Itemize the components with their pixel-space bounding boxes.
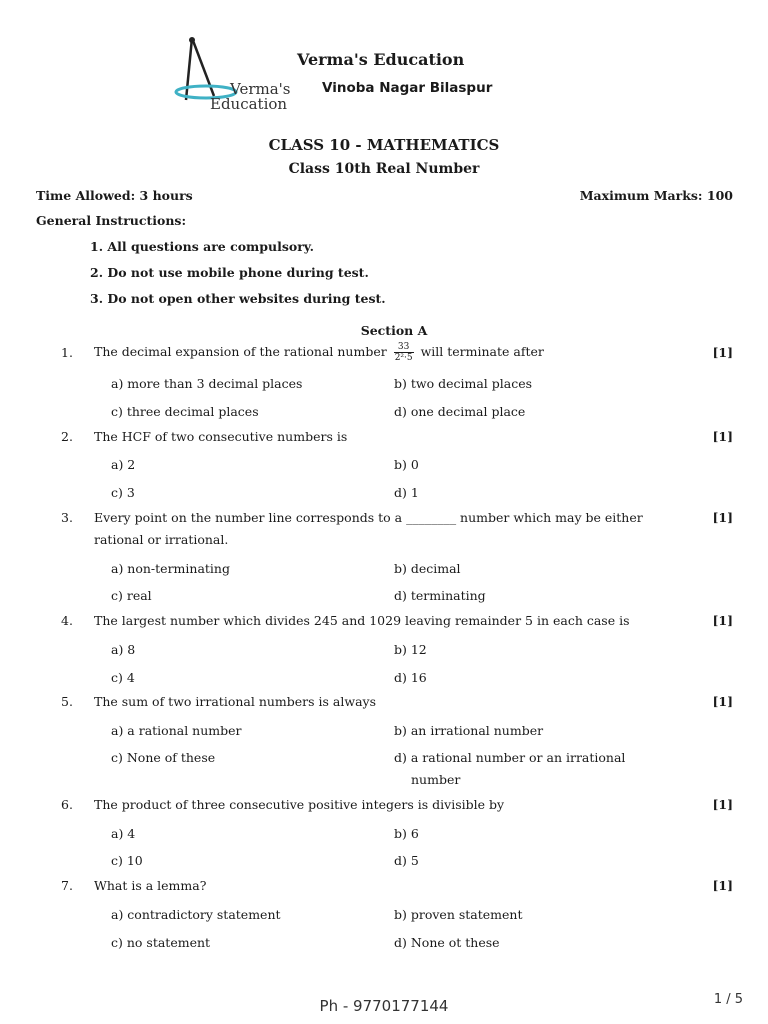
question-marks: [1] [712,613,733,628]
question-number: 2. [61,429,73,444]
question-marks: [1] [712,694,733,709]
org-place: Vinoba Nagar Bilaspur [322,80,493,96]
question-text: The sum of two irrational numbers is always [94,694,377,709]
option-a: a) non-terminating [111,561,230,576]
question-text-part: The decimal expansion of the rational number [94,344,387,359]
question-text-line2: rational or irrational. [94,532,229,547]
option-c: c) three decimal places [111,404,259,419]
option-d: d) a rational number or an irrational [394,750,626,765]
question-marks: [1] [712,878,733,893]
question-text-part: will terminate after [420,344,544,359]
option-c: c) real [111,588,152,603]
option-c: c) None of these [111,750,216,765]
question-number: 3. [61,510,73,525]
fraction [394,342,414,363]
org-name: Verma's Education [297,50,465,69]
footer-phone: Ph - 9770177144 [319,997,449,1015]
question-number: 1. [61,345,73,360]
option-a: a) contradictory statement [111,907,281,922]
question-marks: [1] [712,429,733,444]
question-text: Every point on the number line corresponds to a ________ number which may be either [94,510,643,525]
question-marks: [1] [712,797,733,812]
verma-education-logo [172,36,298,112]
option-b: b) decimal [394,561,461,576]
option-a: a) 4 [111,826,136,841]
instruction-item: 2. Do not use mobile phone during test. [90,265,369,280]
question-number: 4. [61,613,73,628]
option-b: b) two decimal places [394,376,533,391]
instructions-label: General Instructions: [36,213,187,228]
question-number: 7. [61,878,73,893]
svg-text:Education: Education [210,95,288,112]
option-d: d) None ot these [394,935,500,950]
option-b: b) 0 [394,457,419,472]
option-d: d) one decimal place [394,404,526,419]
option-c: c) 10 [111,853,143,868]
option-c: c) 3 [111,485,135,500]
page-title: CLASS 10 - MATHEMATICS [268,136,500,154]
question-text: What is a lemma? [94,878,207,893]
option-a: a) a rational number [111,723,242,738]
question-marks: [1] [712,345,733,360]
max-marks: Maximum Marks: 100 [579,188,733,203]
question-text: The largest number which divides 245 and 1029 leaving remainder 5 in each case is [94,613,630,628]
option-d: d) 5 [394,853,419,868]
option-a: a) more than 3 decimal places [111,376,303,391]
option-c: c) no statement [111,935,211,950]
option-c: c) 4 [111,670,135,685]
option-d-line2: number [411,772,461,787]
option-b: b) an irrational number [394,723,544,738]
question-text [94,340,544,364]
option-a: a) 8 [111,642,136,657]
section-heading: Section A [360,323,428,338]
option-d: d) 1 [394,485,419,500]
question-number: 6. [61,797,73,812]
option-b: b) 6 [394,826,419,841]
question-marks: [1] [712,510,733,525]
option-d: d) 16 [394,670,427,685]
instruction-item: 1. All questions are compulsory. [90,239,314,254]
fraction-numerator: 33 [394,342,414,353]
question-number: 5. [61,694,73,709]
fraction-denominator: 2²·5 [394,353,413,363]
option-b: b) proven statement [394,907,523,922]
option-b: b) 12 [394,642,427,657]
question-text: The HCF of two consecutive numbers is [94,429,348,444]
svg-text:Verma's: Verma's [230,80,291,98]
option-d: d) terminating [394,588,486,603]
option-a: a) 2 [111,457,136,472]
page-subtitle: Class 10th Real Number [288,161,480,177]
question-text: The product of three consecutive positive integers is divisible by [94,797,505,812]
instruction-item: 3. Do not open other websites during test. [90,291,386,306]
time-allowed: Time Allowed: 3 hours [36,188,193,203]
page-number: 1 / 5 [713,992,743,1007]
